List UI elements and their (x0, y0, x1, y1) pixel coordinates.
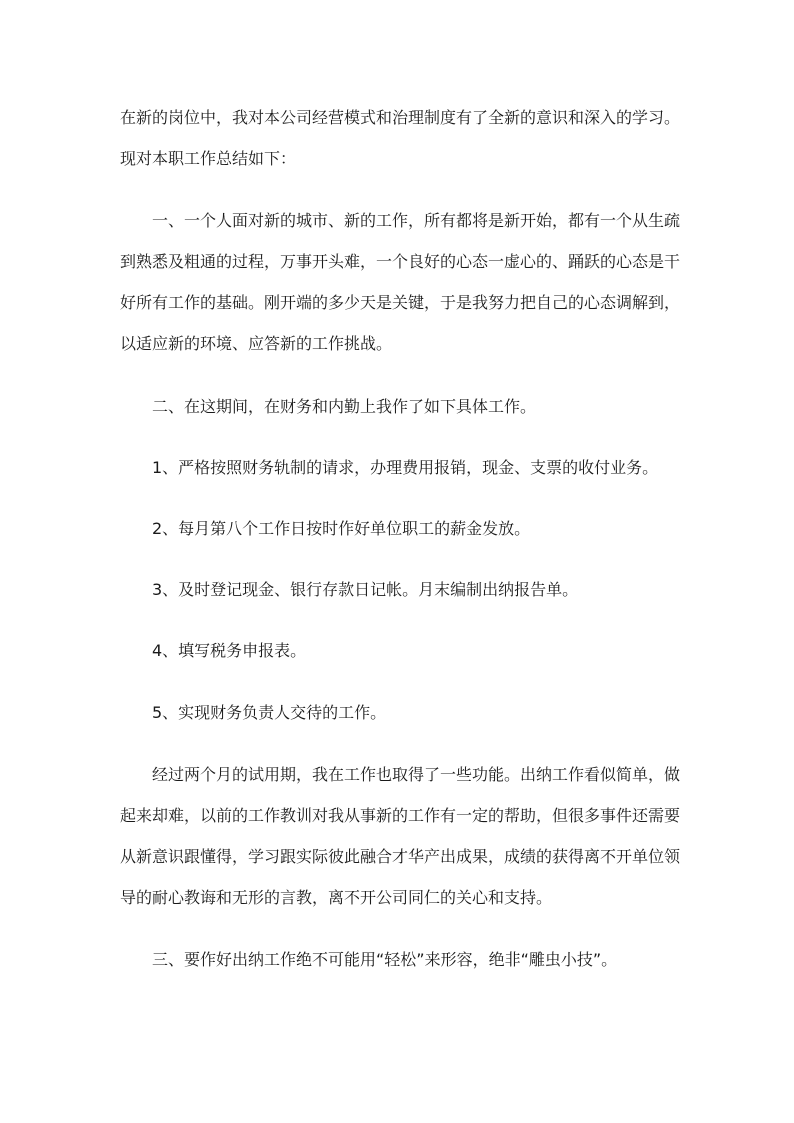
section-one-line-4: 以适应新的环境、应答新的工作挑战。 (120, 334, 393, 353)
summary-line-1: 经过两个月的试用期，我在工作也取得了一些功能。出纳工作看似简单，做 (152, 765, 681, 784)
summary-line-4: 导的耐心教诲和无形的言教，离不开公司同仁的关心和支持。 (120, 888, 553, 907)
section-one-line-3: 好所有工作的基础。刚开端的多少天是关键，于是我努力把自己的心态调解到， (120, 293, 681, 312)
task-item-4: 4、填写税务申报表。 (152, 641, 307, 660)
task-item-2: 2、每月第八个工作日按时作好单位职工的薪金发放。 (152, 519, 531, 538)
task-item-1: 1、严格按照财务轨制的请求，办理费用报销，现金、支票的收付业务。 (152, 458, 659, 477)
task-item-3: 3、及时登记现金、银行存款日记帐。月末编制出纳报告单。 (152, 580, 579, 599)
intro-line-2: 现对本职工作总结如下： (120, 149, 297, 168)
summary-line-2: 起来却难，以前的工作教训对我从事新的工作有一定的帮助，但很多事件还需要 (120, 806, 681, 825)
section-two-heading: 二、在这期间，在财务和内勤上我作了如下具体工作。 (152, 397, 537, 416)
section-one-line-2: 到熟悉及粗通的过程，万事开头难，一个良好的心态一虚心的、踊跃的心态是干 (120, 252, 681, 271)
intro-line-1: 在新的岗位中，我对本公司经营模式和治理制度有了全新的意识和深入的学习。 (120, 108, 681, 127)
section-three-heading: 三、要作好出纳工作绝不可能用“轻松”来形容，绝非“雕虫小技”。 (152, 950, 618, 969)
section-one-line-1: 一、一个人面对新的城市、新的工作，所有都将是新开始，都有一个从生疏 (152, 211, 681, 230)
summary-line-3: 从新意识跟懂得，学习跟实际彼此融合才华产出成果，成绩的获得离不开单位领 (120, 847, 681, 866)
task-item-5: 5、实现财务负责人交待的工作。 (152, 703, 387, 722)
